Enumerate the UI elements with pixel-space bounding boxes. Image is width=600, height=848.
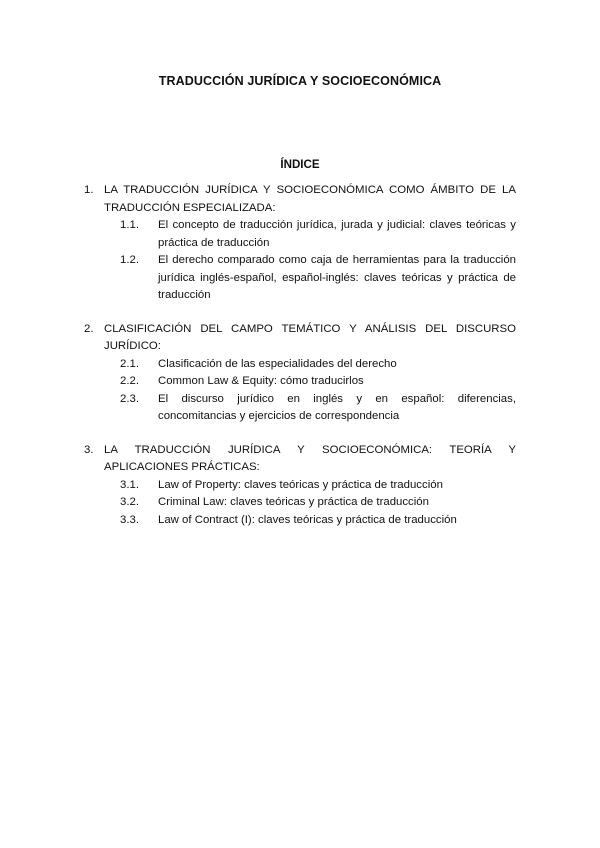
section-title: LA TRADUCCIÓN JURÍDICA Y SOCIOECONÓMICA: TEORÍA Y APLICACIONES PRÁCTICAS: [104,443,516,473]
toc-subsection [120,217,516,252]
subsection-title: Law of Property: claves teóricas y práctica de traducción [158,478,443,491]
section-number: 3. [84,443,94,456]
toc-section-3 [84,442,516,530]
section-title: CLASIFICACIÓN DEL CAMPO TEMÁTICO Y ANÁLISIS DEL DISCURSO JURÍDICO: [104,322,516,352]
subsection-number: 2.2. [120,375,139,387]
index-heading: ÍNDICE [280,158,320,171]
subsection-title: El concepto de traducción jurídica, jurada y judicial: claves teóricas y práctica de traducción [158,219,516,249]
subsection-title: El discurso jurídico en inglés y en español: diferencias, concomitancias y ejercicios de correspondencia [158,392,516,422]
subsection-title: Common Law & Equity: cómo traducirlos [158,375,364,387]
section-number: 2. [84,322,94,335]
toc-subsection [120,252,516,305]
section-number: 1. [84,184,94,196]
toc-subsection [120,477,516,495]
table-of-contents [84,182,516,545]
subsection-title: Clasificación de las especialidades del derecho [158,357,397,370]
section-title: LA TRADUCCIÓN JURÍDICA Y SOCIOECONÓMICA COMO ÁMBITO DE LA TRADUCCIÓN ESPECIALIZADA: [104,184,516,214]
subsection-title: El derecho comparado como caja de herramientas para la traducción jurídica inglés-español, español-inglés: claves teóricas y práctica de traducción [158,254,516,301]
toc-subsection [120,494,516,512]
toc-subsection [120,356,516,374]
subsection-number: 2.1. [120,357,139,370]
subsection-title: Law of Contract (I): claves teóricas y práctica de traducción [158,513,457,526]
subsection-number: 3.3. [120,513,139,526]
subsection-number: 1.2. [120,254,139,266]
toc-subsection [120,373,516,391]
toc-section-heading [84,442,516,477]
subsection-title: Criminal Law: claves teóricas y práctica de traducción [158,496,429,508]
toc-section-1 [84,182,516,305]
subsection-number: 3.2. [120,496,139,508]
toc-subsection [120,391,516,426]
toc-section-2 [84,321,516,426]
toc-subsection [120,512,516,530]
toc-subsection-list [120,217,516,305]
toc-subsection-list [120,477,516,530]
toc-section-heading [84,182,516,217]
subsection-number: 2.3. [120,392,139,405]
document-title: TRADUCCIÓN JURÍDICA Y SOCIOECONÓMICA [158,74,442,88]
toc-subsection-list [120,356,516,426]
subsection-number: 3.1. [120,478,139,491]
subsection-number: 1.1. [120,219,139,231]
toc-section-heading [84,321,516,356]
